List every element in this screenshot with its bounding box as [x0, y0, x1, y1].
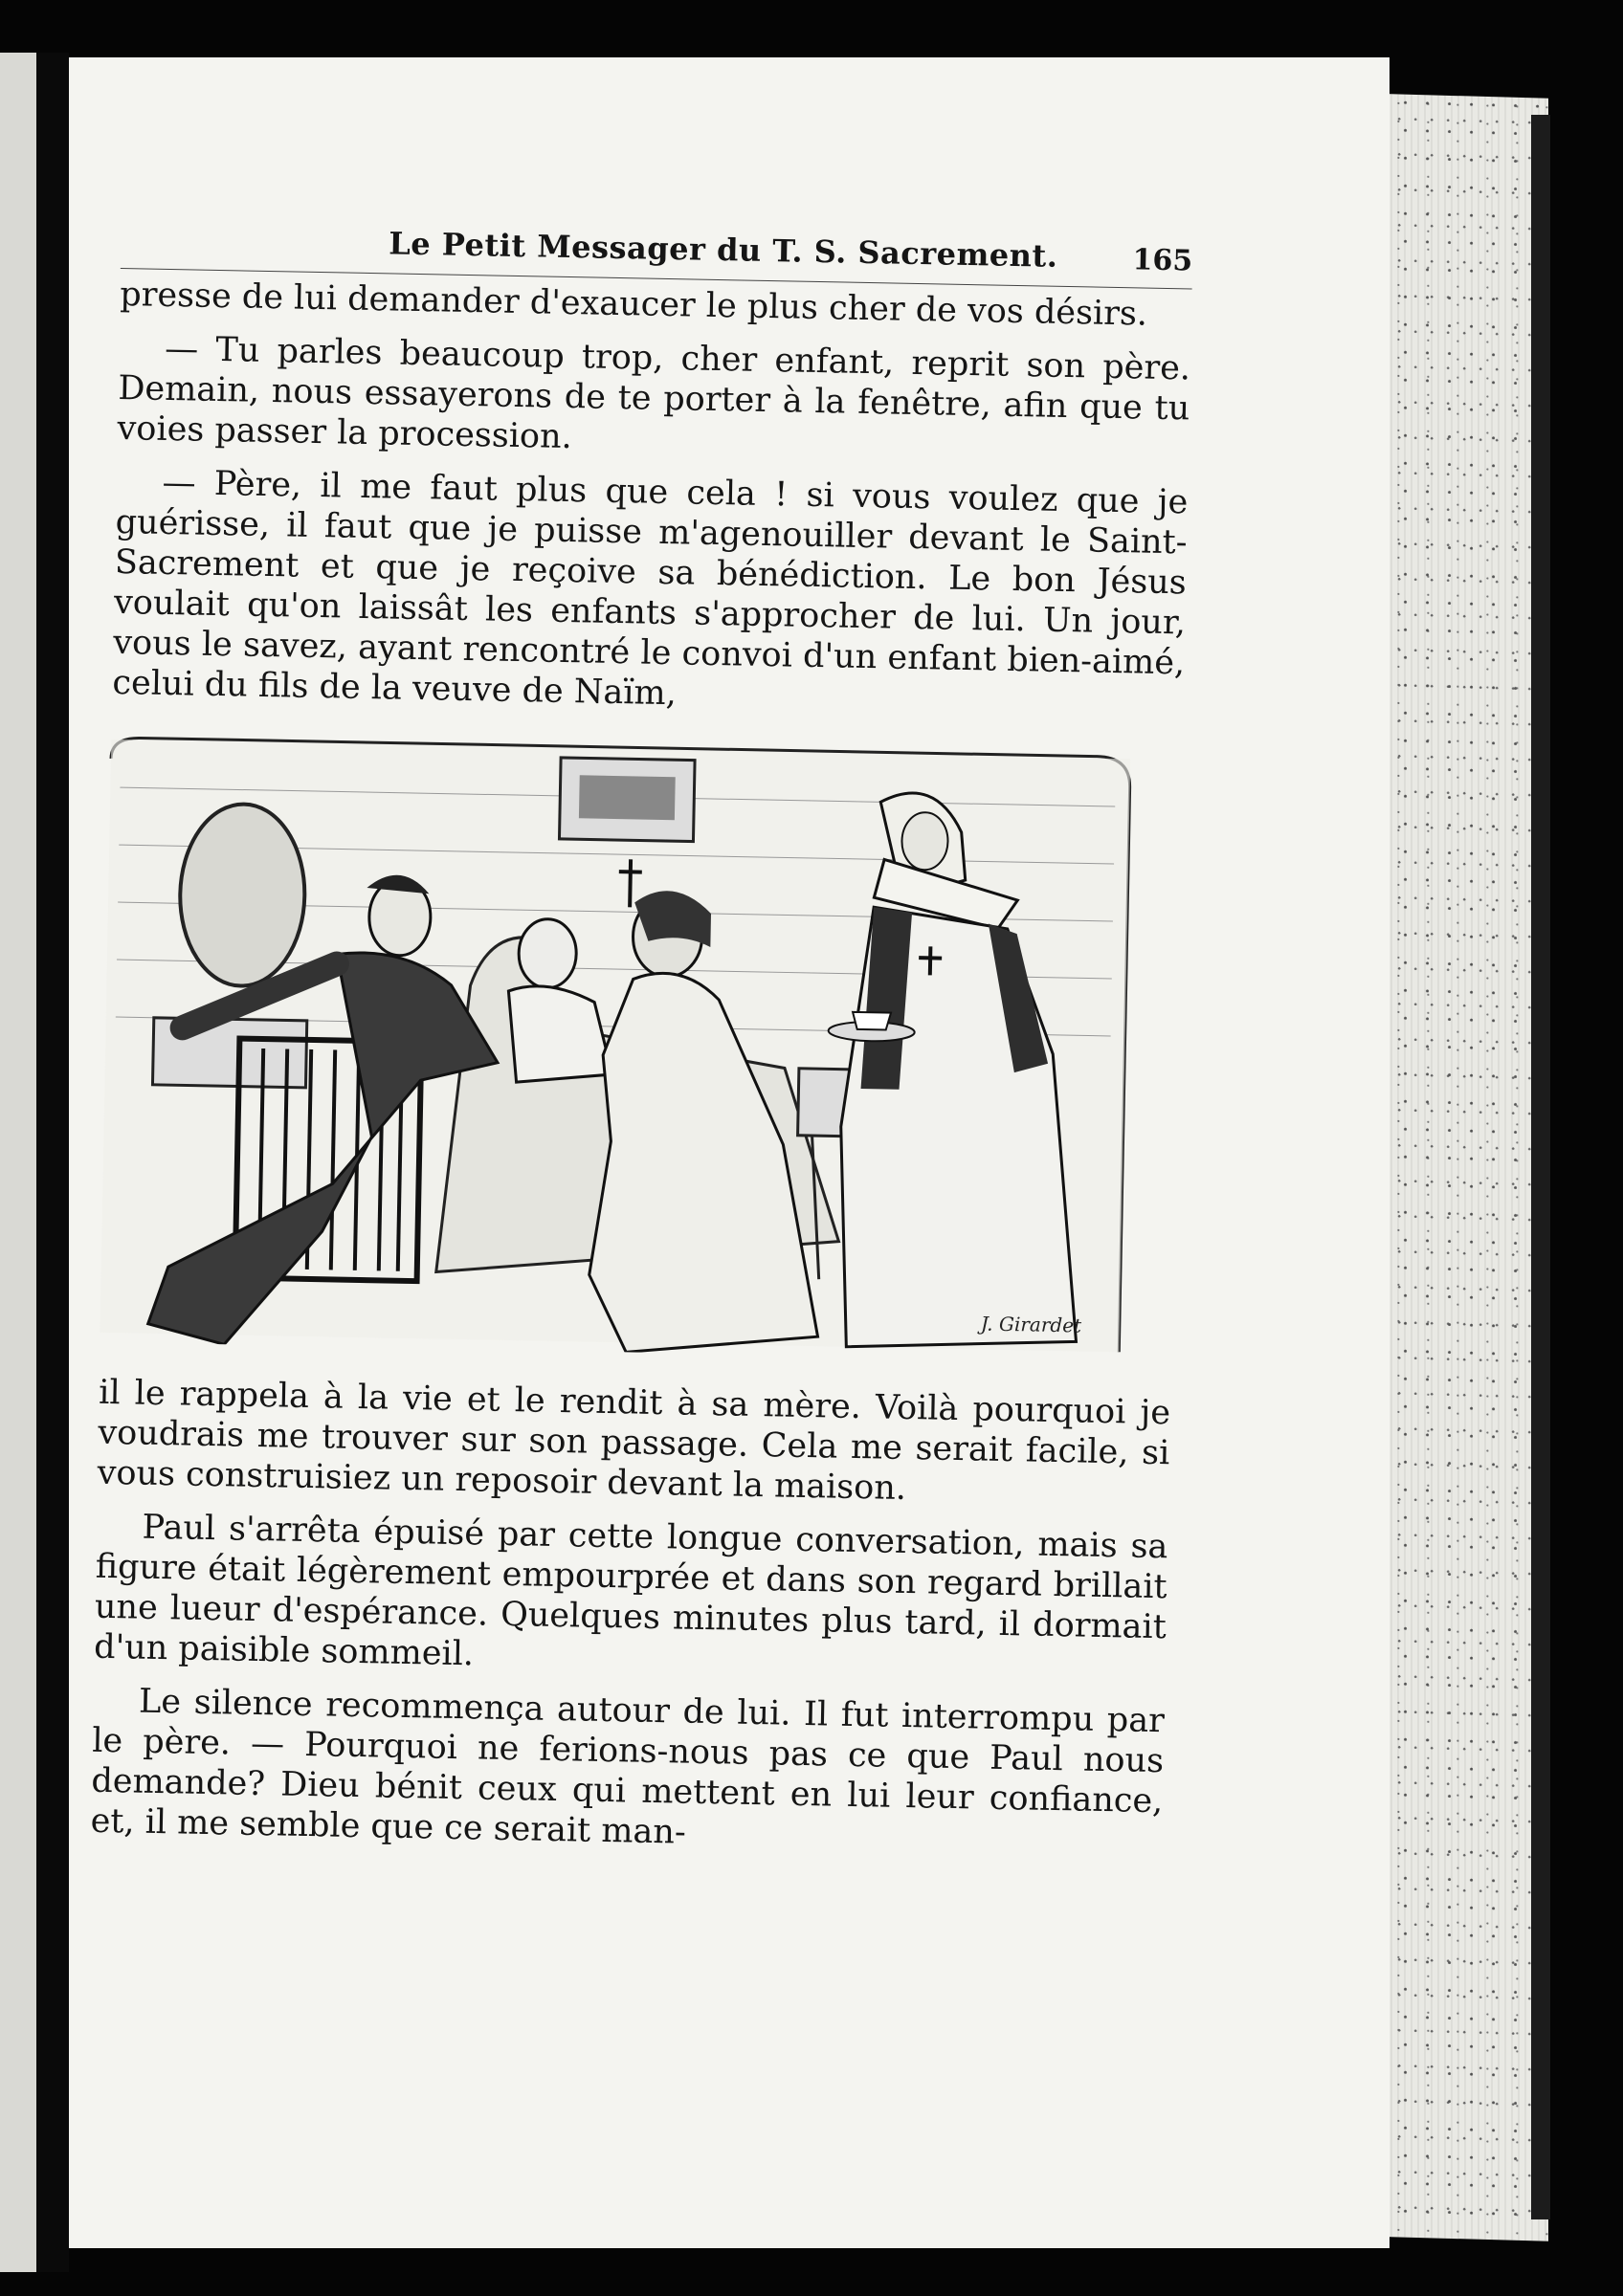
- paragraph: — Père, il me faut plus que cela ! si vous voulez que je guérisse, il faut que je puisse m'agenouiller devant le Saint-Sacrement et que je reçoive sa bénédiction. Le bon Jésus voulait qu'on laissât les enfants s'approcher de lui. Un jour, vous le savez, ayant rencontré le convoi d'un enfant bien-aimé, celui du fils de la veuve de Naïm,: [112, 463, 1189, 714]
- left-facing-page: [0, 53, 36, 2272]
- engraving-illustration: [90, 730, 1140, 1362]
- paragraph: Le silence recommença autour de lui. Il fut interrompu par le père. — Pourquoi ne ferions-nous pas ce que Paul nous demande? Dieu bénit ceux qui mettent en lui leur confiance, et, il me semble que ce serait man-: [90, 1682, 1166, 1852]
- page-edges-shadow: [1531, 115, 1550, 2219]
- sickroom-scene-image: [90, 730, 1140, 1362]
- paragraph: Paul s'arrêta épuisé par cette longue conversation, mais sa figure était légèrement empourprée et dans son regard brillait une lueur d'espérance. Quelques minutes plus tard, il dormait d'un paisible sommeil.: [93, 1508, 1168, 1674]
- book-gutter: [36, 53, 69, 2272]
- illustration-signature: J. Girardet: [980, 1312, 1082, 1337]
- book-page: [69, 57, 1390, 2248]
- paragraph: — Tu parles beaucoup trop, cher enfant, reprit son père. Demain, nous essayerons de te porter à la fenêtre, afin que tu voies passer la procession.: [117, 329, 1191, 457]
- page-text-block: [90, 210, 1193, 1875]
- paragraph: presse de lui demander d'exaucer le plus cher de vos désirs.: [119, 275, 1148, 334]
- paragraph: il le rappela à la vie et le rendit à sa mère. Voilà pourquoi je voudrais me trouver sur son passage. Cela me serait facile, si vous construisiez un reposoir devant la maison.: [97, 1373, 1171, 1508]
- running-title: Le Petit Messager du T. S. Sacrement.: [389, 225, 1058, 275]
- page-number: 165: [1132, 243, 1193, 278]
